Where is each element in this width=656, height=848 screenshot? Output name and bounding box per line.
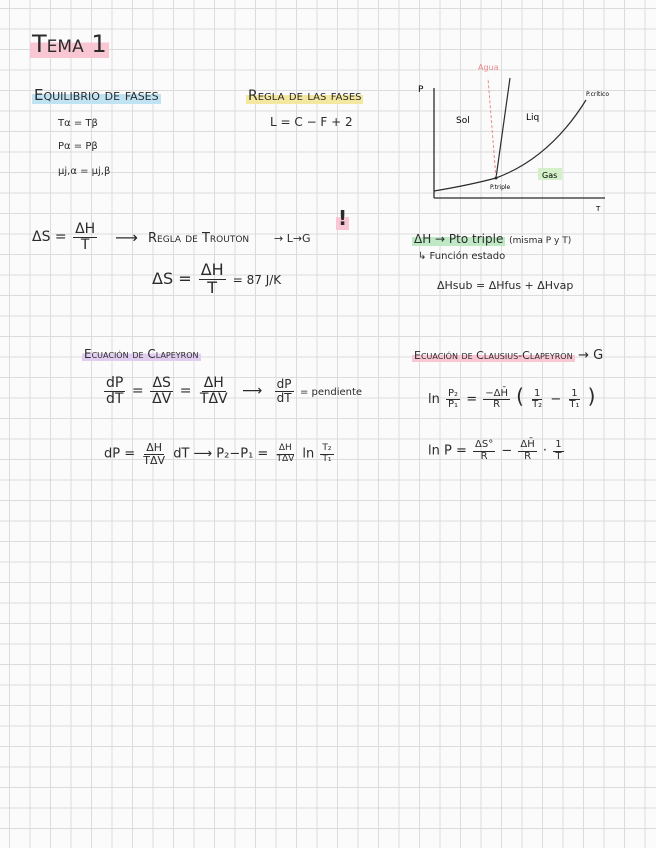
p-axis-label: P	[418, 85, 424, 95]
water-fusion-curve	[488, 78, 496, 178]
phase-diagram	[410, 58, 620, 218]
critical-point-label: P.crítico	[586, 91, 610, 98]
equilibrio-line-1: Tα = Tβ	[58, 118, 98, 129]
clapeyron-heading: Ecuación de Clapeyron	[84, 347, 199, 361]
fusion-curve	[496, 78, 510, 178]
equilibrio-heading: Equilibrio de fases	[34, 86, 159, 104]
sublimation-curve	[434, 178, 496, 191]
clapeyron-equation-1: $\frac{dP}{dT}$ = $\frac{\Delta S}{\Delta V}$ = $\frac{\Delta H}{\text{TΔV}}$ ⟶ $\frac{dP}{dT}$ = pendiente	[106, 375, 363, 407]
gas-label: Gas	[542, 171, 558, 180]
liq-label: Liq	[526, 113, 540, 123]
clausius-equation-2: ln P = $\frac{\Delta S^\circ}{R}$ − $\frac{\Delta H̄}{R}$ · $\frac{1}{T}$	[428, 439, 562, 462]
delta-s-trouton: ΔS = $\frac{\Delta H}{T}$ = 87 J/K	[152, 260, 282, 297]
agua-label: Agua	[478, 63, 499, 72]
sol-label: Sol	[456, 116, 470, 126]
triple-point-label: P.triple	[490, 184, 511, 191]
state-function-line-3: ΔHsub = ΔHfus + ΔHvap	[437, 279, 574, 292]
triple-point	[495, 177, 498, 180]
state-function-line-1: ΔH → Pto triple (misma P y T)	[414, 232, 572, 246]
equilibrio-line-3: μj,α = μj,β	[58, 166, 111, 177]
clausius-equation-1: ln $\frac{\text{P₂}}{\text{P₁}}$ = $\frac{-\Delta H̄}{R}$ ( $\frac{1}{\text{T₂}}$ − $\frac{1}{\text{T₁}}$ )	[428, 384, 596, 410]
equilibrio-line-2: Pα = Pβ	[58, 141, 98, 152]
trouton-arrow: ⟶	[115, 228, 138, 247]
trouton-rule: Regla de Trouton	[148, 231, 250, 246]
regla-fases-formula: L = C − F + 2	[270, 115, 353, 129]
t-axis-label: T	[596, 205, 601, 213]
clapeyron-equation-2: dP = $\frac{\Delta H}{\text{TΔV}}$ dT ⟶ P₂−P₁ = $\frac{\Delta H}{\text{TΔV}}$ ln $\frac{\text{T₂}}{\text{T₁}}$	[104, 441, 332, 467]
clausius-clapeyron-heading: Ecuación de Clausius-Clapeyron → G	[414, 348, 604, 363]
vaporization-curve	[496, 100, 586, 178]
page-title: Tema 1	[32, 30, 107, 58]
delta-s-formula: ΔS = $\frac{\Delta H}{T}$	[32, 221, 96, 253]
state-function-line-2: ↳ Función estado	[418, 251, 506, 262]
trouton-transition: → L→G	[274, 232, 311, 245]
regla-fases-heading: Regla de las fases	[248, 88, 362, 104]
warning-mark: !	[338, 206, 348, 230]
